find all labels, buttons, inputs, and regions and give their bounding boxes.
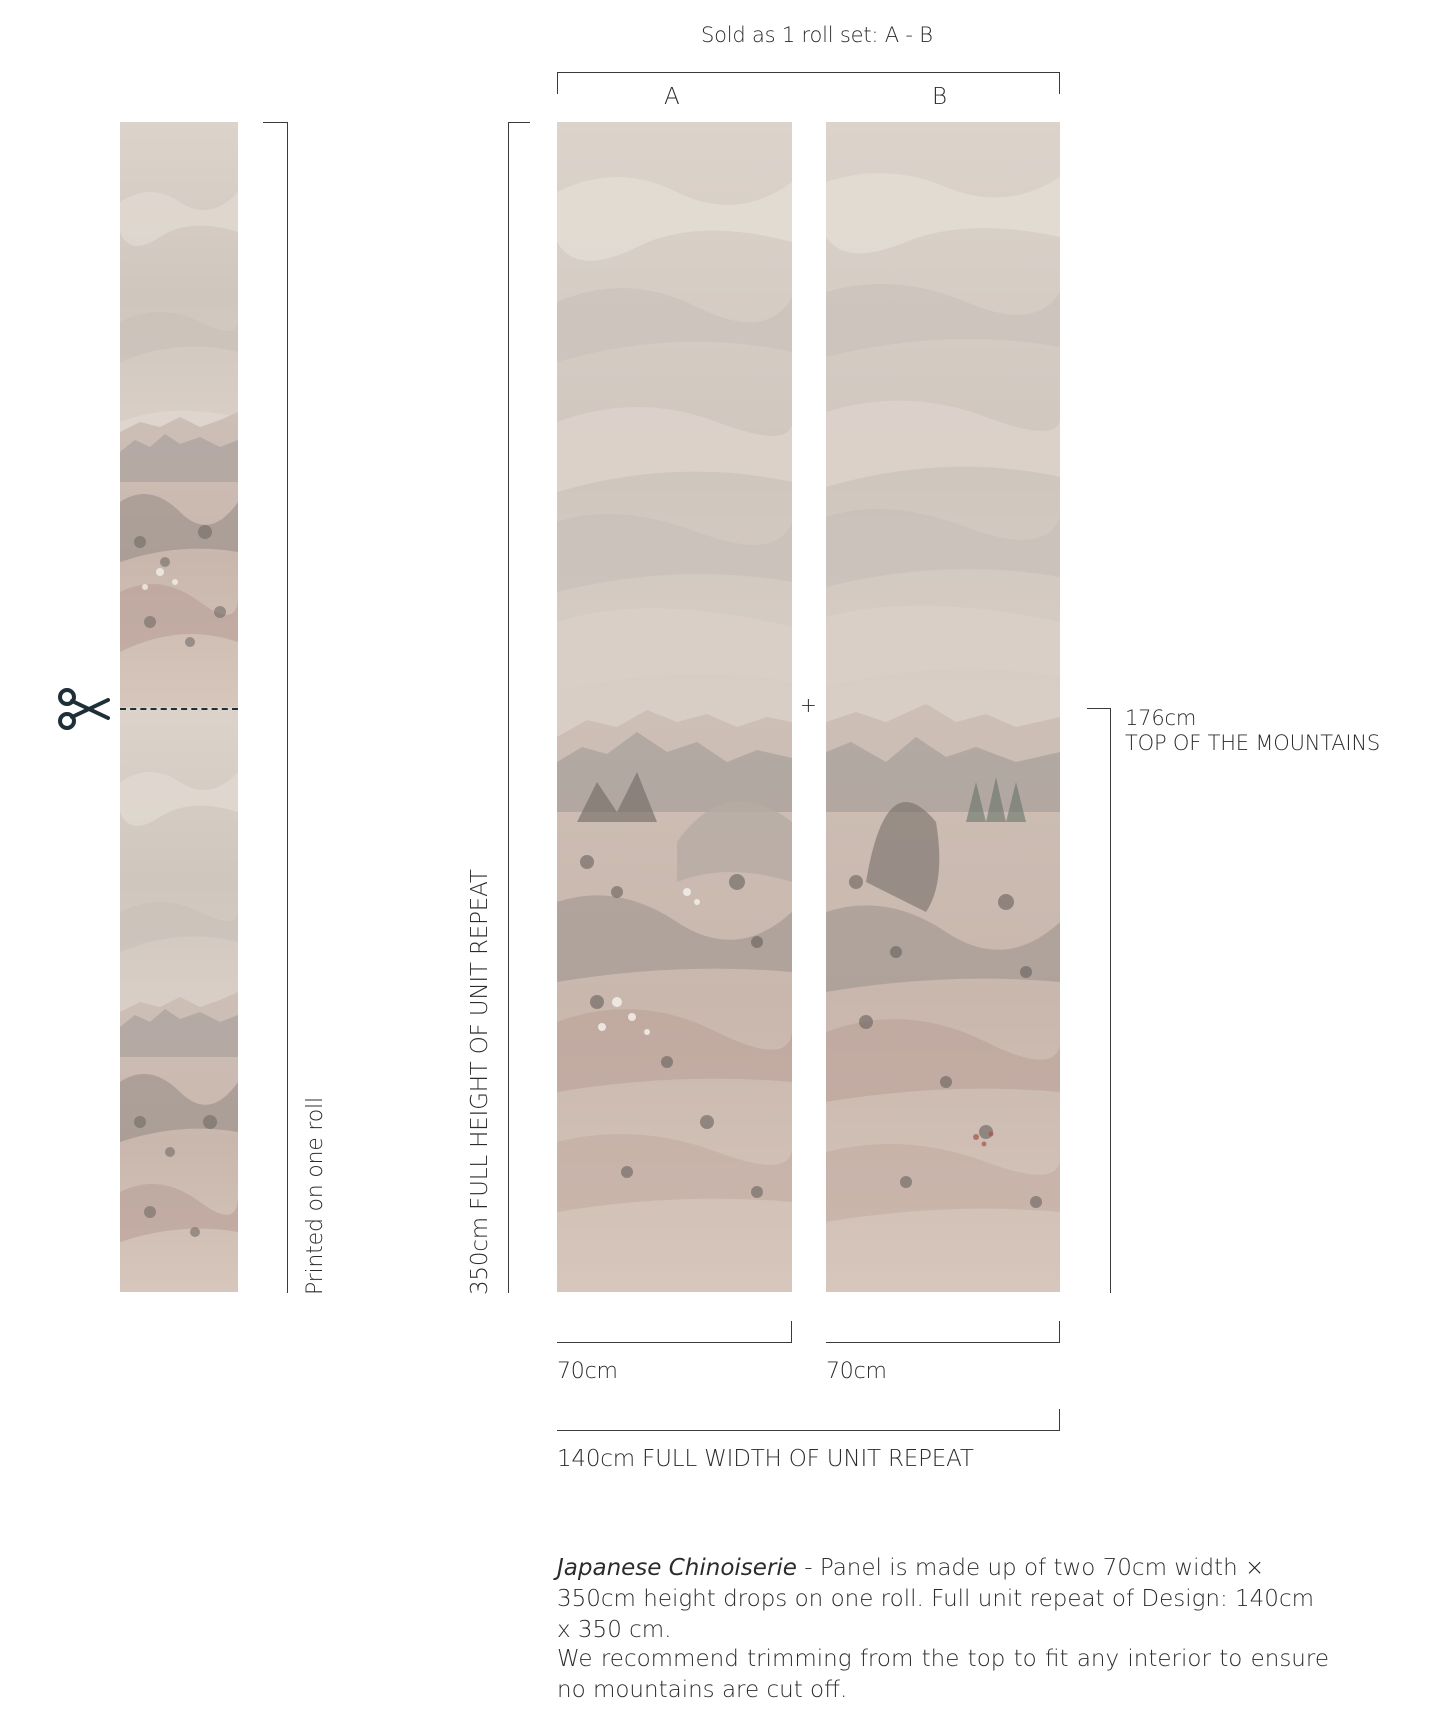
description-paragraph-2: We recommend trimming from the top to fit any interior to ensure no mountains are cut off. xyxy=(557,1646,1329,1703)
panel-a-label: A xyxy=(664,84,680,110)
top-bracket-right-tick xyxy=(1059,72,1060,94)
mountain-bracket-line xyxy=(1110,708,1111,1293)
description-paragraph-1 xyxy=(557,1553,1329,1646)
full-height-label: 350cm FULL HEIGHT OF UNIT REPEAT xyxy=(467,869,493,1295)
full-width-tick xyxy=(1059,1409,1060,1431)
width-b-tick xyxy=(1059,1321,1060,1343)
full-width-label: 140cm FULL WIDTH OF UNIT REPEAT xyxy=(557,1446,974,1472)
roll-bracket-top-tick xyxy=(263,122,287,123)
seam-mark: + xyxy=(800,693,817,717)
width-a-label: 70cm xyxy=(557,1359,618,1384)
width-b-line xyxy=(826,1342,1060,1343)
sold-as-label: Sold as 1 roll set: A - B xyxy=(701,23,933,47)
mountain-height-label: TOP OF THE MOUNTAINS xyxy=(1125,731,1381,755)
roll-bracket-line xyxy=(287,122,288,1293)
roll-strip xyxy=(120,122,238,1292)
description-text: - Panel is made up of two 70cm width × 350cm height drops on one roll. Full unit repeat of Design: 140cm x 350 cm. xyxy=(557,1555,1314,1643)
top-bracket-left-tick xyxy=(557,72,558,94)
printed-on-roll-label: Printed on one roll xyxy=(303,1097,328,1295)
width-b-label: 70cm xyxy=(826,1359,887,1384)
panel-b xyxy=(826,122,1060,1292)
top-bracket-line xyxy=(557,72,1060,73)
design-name: Japanese Chinoiserie xyxy=(557,1555,797,1581)
width-a-tick xyxy=(791,1321,792,1343)
height-bracket-line xyxy=(508,122,509,1293)
mountain-bracket-top-tick xyxy=(1087,708,1111,709)
cut-line xyxy=(120,708,238,710)
mountain-height-value: 176cm xyxy=(1125,706,1197,730)
height-bracket-top-tick xyxy=(508,122,530,123)
panel-a xyxy=(557,122,792,1292)
scissors-icon xyxy=(56,688,112,730)
full-width-line xyxy=(557,1430,1060,1431)
panel-b-label: B xyxy=(932,84,947,110)
width-a-line xyxy=(557,1342,792,1343)
